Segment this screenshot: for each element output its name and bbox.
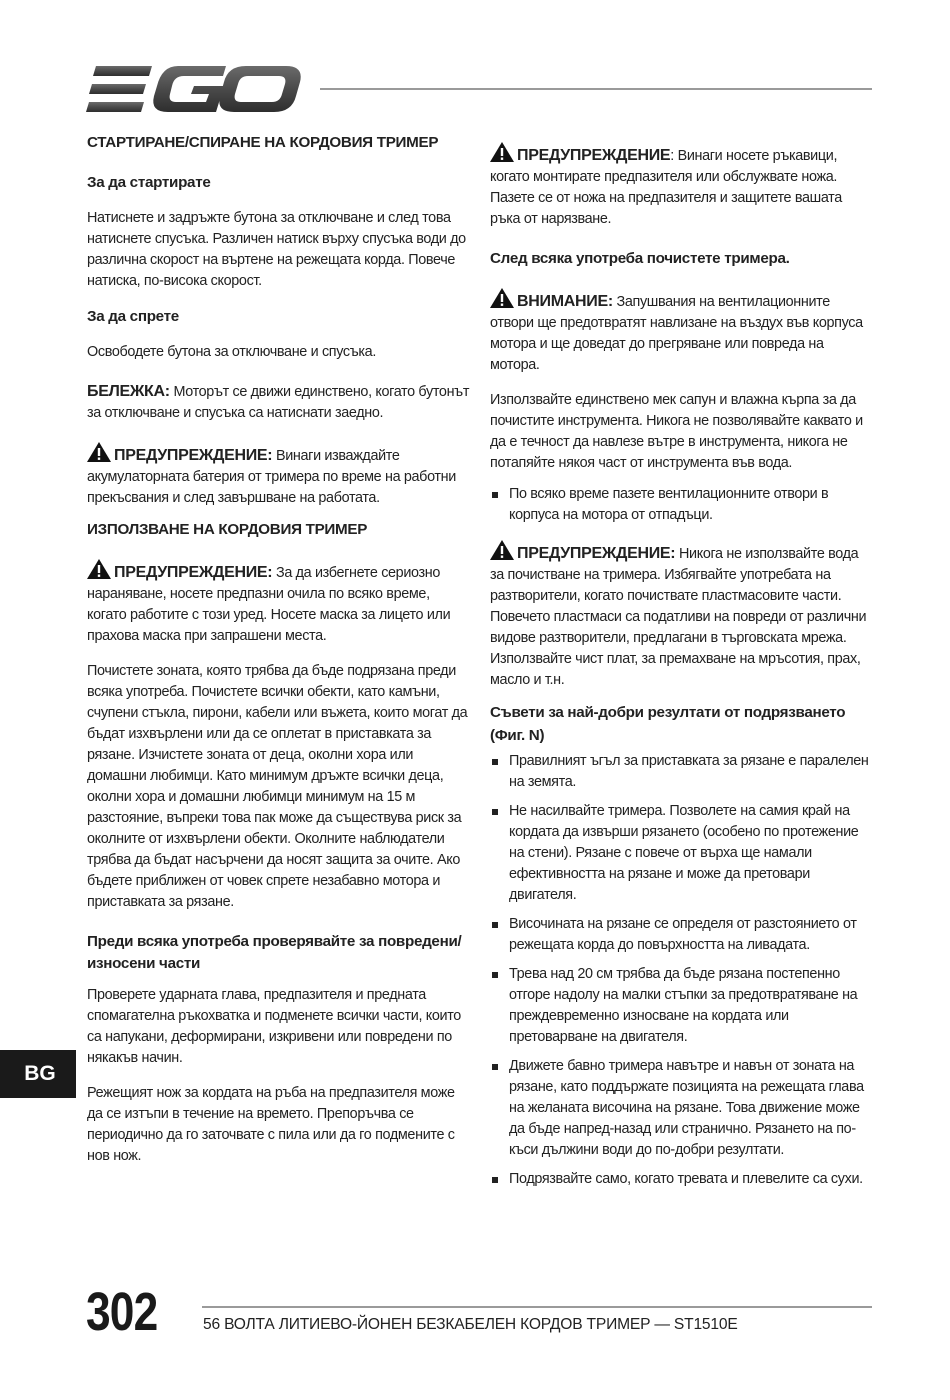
list-item: Не насилвайте тримера. Позволете на самия край на кордата да извърши рязането (особено по протежение на стени). Рязане с повече от върха ще намали ефективността на рязане и може да претовари двигателя. (490, 801, 875, 906)
paragraph-clear-area: Почистете зоната, която трябва да бъде подрязана преди всяка употреба. Почистете всички обекти, като камъни, счупени стъкла, пирони, кабели или въжета, които могат да бъдат изхвърлени или да се оплетат в приставката за рязане. Изчистете зоната от деца, околни хора или домашни любимци. Като минимум дръжте всички деца, околни хора и домашни любимци минимум на 15 м разстояние, въпреки това пак може да съществува риск за околните от изхвърлени обекти. Околните наблюдатели трябва да бъдат насърчени да носят защита за очите. Ако бъдете приближен от човек спрете незабавно мотора и приставката за рязане. (87, 663, 468, 910)
bullet-square-icon (492, 492, 498, 498)
warning-block-water (490, 540, 875, 691)
paragraph-to-start: Натиснете и задръжте бутона за отключване и след това натиснете спусъка. Различен натиск върху спусъка води до различна скорост на въртене на режещата корда. Повече натиска, по-висока скорост. (87, 210, 466, 289)
subheading-check-parts: Преди всяка употреба проверявайте за повредени/износени части (87, 933, 462, 972)
list-item: Подрязвайте само, когато тревата и плевелите са сухи. (490, 1169, 875, 1190)
caution-block-vents (490, 288, 875, 376)
warning-triangle-icon (87, 442, 111, 462)
list-item: Движете бавно тримера навътре и навън от зоната на рязане, като поддържате позицията на режещата глава на желаната височина на рязане. Това движение може да бъде напред-назад или странично. Рязането на по-къси дължини води до по-добри резултати. (490, 1056, 875, 1161)
paragraph-soap: Използвайте единствено мек сапун и влажна кърпа за да почистите инструмента. Никога не позволявайте каквато и да е течност да навлезе вътре в инструмента, никога не потапяйте някоя част от инструмента във вода. (490, 392, 863, 471)
warning-text: : Винаги носете ръкавици, когато монтирате предпазителя или обслужвате ножа. Пазете се от ножа на предпазителя и защитете вашата ръка от нарязване. (490, 148, 842, 227)
paragraph-knife: Режещият нож за кордата на ръба на предпазителя може да се изтъпи в течение на времето. Препоръчва се периодично да го заточвате с пила или да го подмените с нов нож. (87, 1085, 455, 1164)
warning-label: ПРЕДУПРЕЖДЕНИЕ: (114, 447, 273, 464)
footer-rule (202, 1306, 872, 1308)
page-number: 302 (86, 1282, 158, 1342)
warning-triangle-icon (490, 142, 514, 162)
warning-label: ПРЕДУПРЕЖДЕНИЕ: (517, 545, 676, 562)
subheading-clean: След всяка употреба почистете тримера. (490, 250, 790, 267)
bullet-square-icon (492, 1064, 498, 1070)
note-block (87, 381, 470, 424)
warning-label: ПРЕДУПРЕЖДЕНИЕ: (114, 564, 273, 581)
paragraph-to-stop: Освободете бутона за отключване и спусъка. (87, 344, 376, 360)
warning-triangle-icon (490, 288, 514, 308)
ego-logo (86, 64, 302, 114)
language-tab (0, 1050, 76, 1098)
warning-text: Никога не използвайте вода за почистване на тримера. Избягвайте употребата на разтворители, когато почиствате пластмасовите части. Повечето пластмаси са податливи на повреди от различни видове разтворители, предлагани в търговската мрежа. Използвайте чист плат, за премахване на мръсотия, прах, масло и т.н. (490, 546, 867, 688)
subheading-tips: Съвети за най-добри резултати от подрязването (Фиг. N) (490, 704, 846, 744)
left-column (87, 132, 470, 1167)
list-item: По всяко време пазете вентилационните отвори в корпуса на мотора от отпадъци. (490, 484, 875, 526)
caution-text: Запушвания на вентилационните отвори ще предотвратят навлизане на въздух във корпуса мотора и ще доведат до прегряване или повреда на мотора. (490, 294, 863, 373)
warning-triangle-icon (490, 540, 514, 560)
header-rule (320, 88, 872, 90)
bullet-list-vents (490, 484, 875, 526)
warning-text: Винаги изваждайте акумулаторната батерия от тримера по време на работни прекъсвания и след завършване на работата. (87, 448, 456, 506)
list-item: Трева над 20 см трябва да бъде рязана постепенно отгоре надолу на малки стъпки за предотвратяване на преждевременно износване на кордата или претоварване на двигателя. (490, 964, 875, 1048)
warning-block-battery (87, 442, 470, 509)
paragraph-check-parts: Проверете ударната глава, предпазителя и предната спомагателна ръкохватка и подменете всички части, които са напукани, деформирани, изкривени или повредени по някакъв начин. (87, 987, 461, 1066)
bullet-list-tips (490, 751, 875, 1190)
bullet-square-icon (492, 922, 498, 928)
subheading-to-start: За да стартирате (87, 174, 211, 191)
subheading-to-stop: За да спрете (87, 308, 179, 325)
section-heading-using: ИЗПОЛЗВАНЕ НА КОРДОВИЯ ТРИМЕР (87, 521, 368, 538)
warning-label: ПРЕДУПРЕЖДЕНИЕ (517, 147, 671, 164)
footer-title: 56 ВОЛТА ЛИТИЕВО-ЙОНЕН БЕЗКАБЕЛЕН КОРДОВ ТРИМЕР — ST1510E (203, 1316, 738, 1333)
caution-label: ВНИМАНИЕ: (517, 293, 613, 310)
warning-text: За да избегнете сериозно нараняване, носете предпазни очила по всяко време, когато работите с този уред. Носете маска за лицето или прахова маска при запрашени места. (87, 565, 451, 644)
note-text: Моторът се движи единствено, когато бутонът за отключване и спусъка са натиснати заедно. (87, 384, 470, 421)
bullet-square-icon (492, 809, 498, 815)
bullet-square-icon (492, 1177, 498, 1183)
section-heading-start-stop: СТАРТИРАНЕ/СПИРАНЕ НА КОРДОВИЯ ТРИМЕР (87, 134, 439, 151)
bullet-square-icon (492, 972, 498, 978)
list-item: Правилният ъгъл за приставката за рязане е паралелен на земята. (490, 751, 875, 793)
warning-block-gloves (490, 142, 875, 230)
warning-block-protection (87, 559, 470, 647)
right-column (490, 142, 875, 1190)
note-label: БЕЛЕЖКА: (87, 383, 170, 400)
language-tab-label: BG (24, 1062, 56, 1085)
svg-text:EGO: EGO (86, 64, 89, 65)
list-item: Височината на рязане се определя от разстоянието от режещата корда до повърхността на ливадата. (490, 914, 875, 956)
warning-triangle-icon (87, 559, 111, 579)
bullet-square-icon (492, 759, 498, 765)
